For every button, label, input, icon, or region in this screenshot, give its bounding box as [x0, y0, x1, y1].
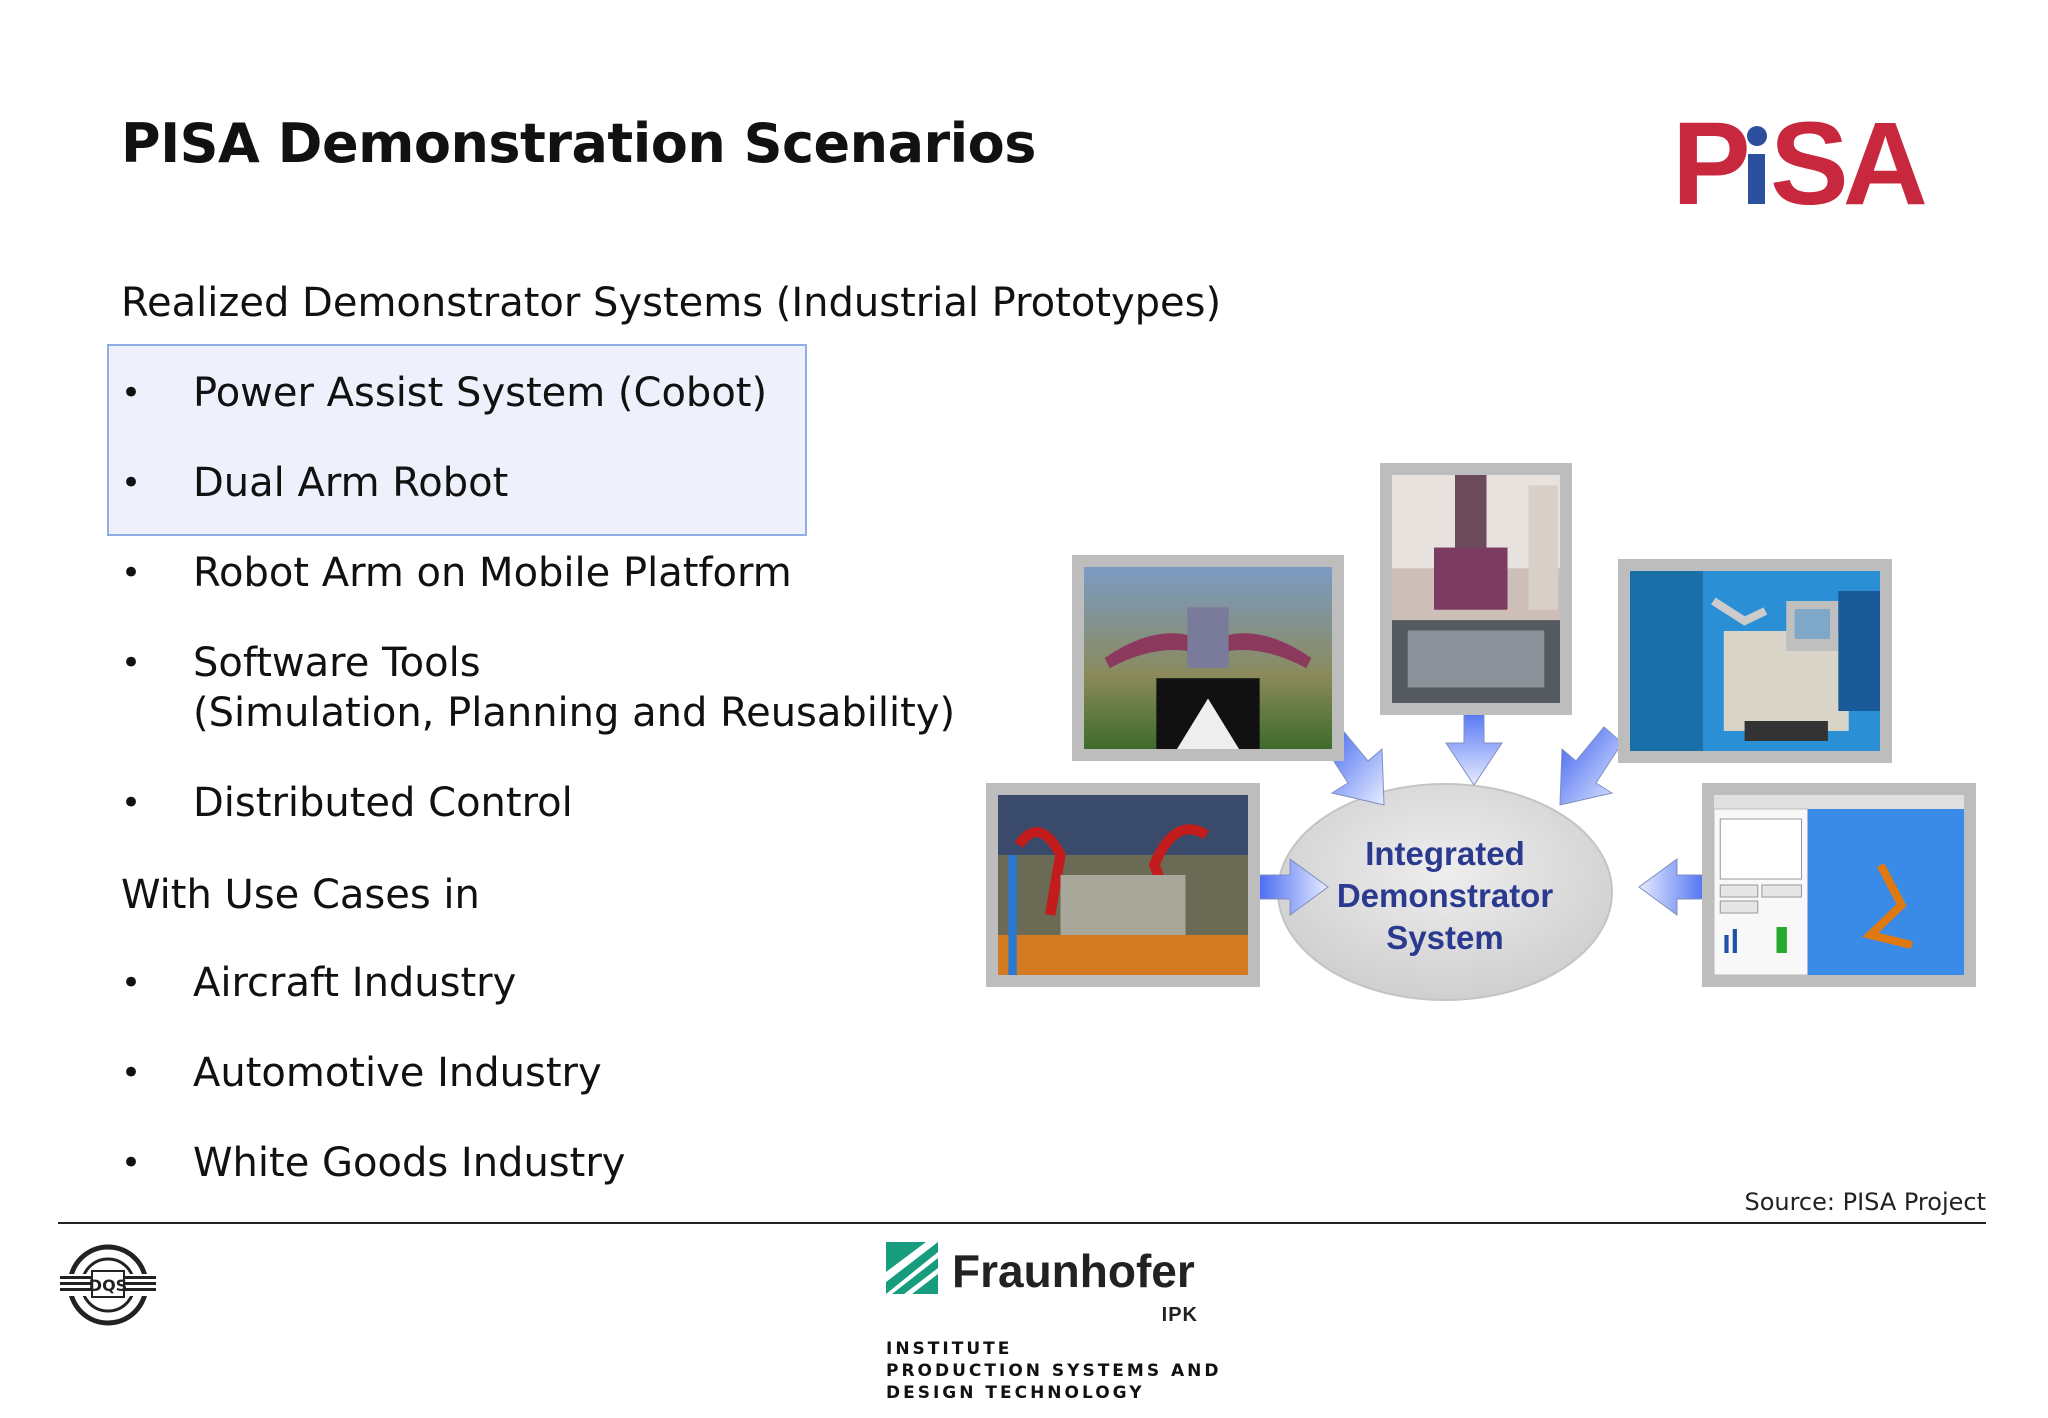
bullet-marker: •: [121, 643, 142, 683]
bullet-text: Aircraft Industry: [193, 960, 517, 1006]
bullet-marker: •: [121, 963, 142, 1003]
integrated-system-diagram: [980, 455, 1980, 1015]
center-label-line: Demonstrator: [1336, 877, 1554, 914]
bullet-text: Robot Arm on Mobile Platform: [193, 550, 792, 596]
bullet-marker: •: [121, 373, 142, 413]
cobot-photo: [1380, 463, 1572, 715]
bullet-marker: •: [121, 1143, 142, 1183]
svg-text:SA: SA: [1770, 106, 1922, 216]
diagram-center-label: [1320, 833, 1570, 959]
svg-text:DQS: DQS: [88, 1276, 128, 1295]
bullet-text-continuation: (Simulation, Planning and Reusability): [193, 690, 956, 736]
fraunhofer-name: Fraunhofer: [952, 1245, 1195, 1297]
iso-certification-seal: [56, 1240, 160, 1330]
institute-line: INSTITUTE: [886, 1339, 1013, 1359]
center-label-line: System: [1386, 919, 1504, 956]
subtitle: Realized Demonstrator Systems (Industrial Prototypes): [121, 280, 1222, 326]
footer-divider: [58, 1222, 1986, 1224]
institute-line: PRODUCTION SYSTEMS AND: [886, 1361, 1222, 1381]
bullet-text: Distributed Control: [193, 780, 573, 826]
software-tool-photo: [1702, 783, 1976, 987]
bullet-text: Software Tools: [193, 640, 481, 686]
institute-line: DESIGN TECHNOLOGY: [886, 1383, 1145, 1403]
dual-arm-robot-photo: [1072, 555, 1344, 761]
bullet-marker: •: [121, 1053, 142, 1093]
institute-name: [886, 1338, 1222, 1404]
bullet-marker: •: [121, 463, 142, 503]
fraunhofer-logo: [886, 1240, 1206, 1330]
mobile-platform-photo: [1618, 559, 1892, 763]
automotive-line-photo: [986, 783, 1260, 987]
fraunhofer-unit: IPK: [1161, 1304, 1198, 1326]
bullet-text: Power Assist System (Cobot): [193, 370, 768, 416]
fraunhofer-mark-icon: [886, 1242, 938, 1294]
svg-text:P: P: [1672, 106, 1745, 216]
bullet-text: Automotive Industry: [193, 1050, 602, 1096]
source-caption: Source: PISA Project: [1744, 1188, 1986, 1216]
arrow-top-right: [1560, 727, 1622, 805]
pisa-logo: [1672, 106, 1942, 216]
center-label-line: Integrated: [1365, 835, 1525, 872]
bullet-text: White Goods Industry: [193, 1140, 626, 1186]
use-cases-heading: With Use Cases in: [121, 872, 480, 918]
bullet-marker: •: [121, 783, 142, 823]
bullet-marker: •: [121, 553, 142, 593]
bullet-text: Dual Arm Robot: [193, 460, 509, 506]
slide-title: PISA Demonstration Scenarios: [121, 112, 1036, 175]
